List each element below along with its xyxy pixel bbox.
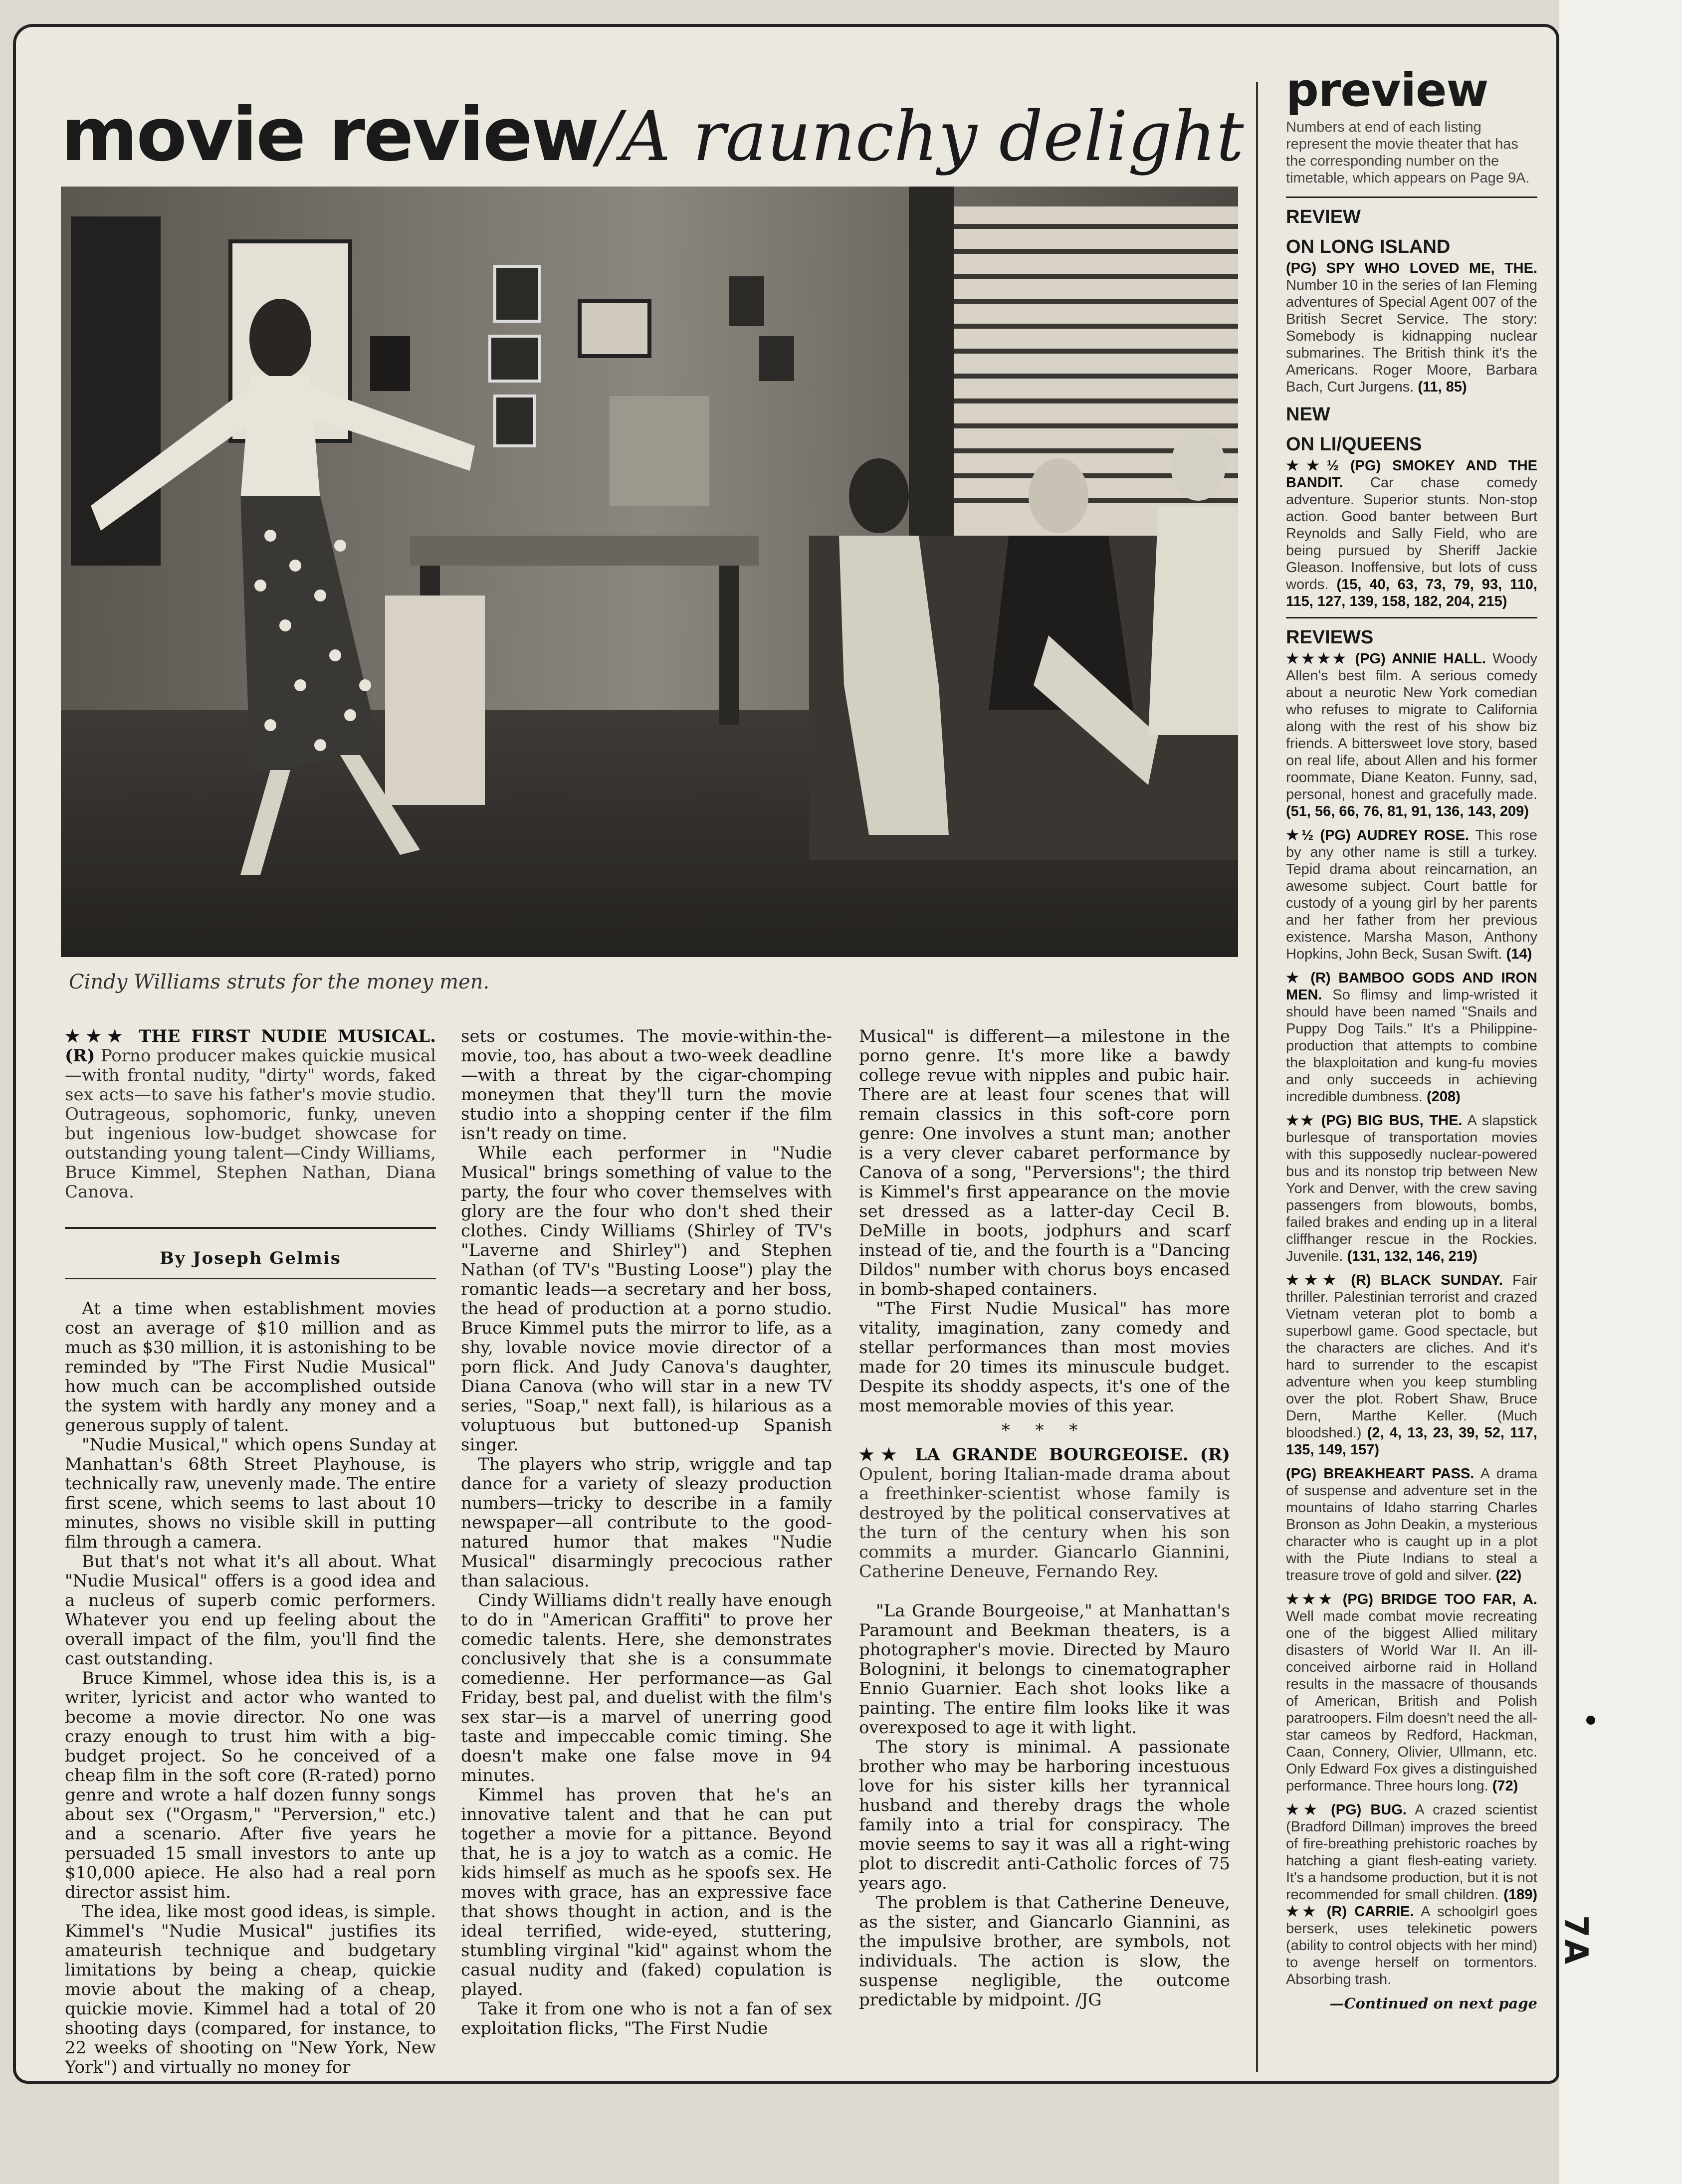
listing-theaters: (11, 85) bbox=[1418, 379, 1467, 395]
preview-listing bbox=[1286, 1801, 1537, 1988]
byline-rule-bottom bbox=[65, 1278, 436, 1279]
article-paragraph: The story is minimal. A passionate brother who may be harboring incestuous love for his sister kills her tyrannical husband and thereby drags the whole family into a trial for conspiracy. The movie seems to say it was all a right-wing plot to discredit anti-Catholic forces of 75 years ago. bbox=[859, 1737, 1230, 1893]
bullet-mark bbox=[1586, 1716, 1595, 1725]
byline-rule bbox=[65, 1227, 436, 1229]
listing-title: ★ (R) BAMBOO GODS AND IRON MEN. bbox=[1286, 970, 1537, 1003]
film-still-photo bbox=[61, 187, 1238, 957]
listing-title: ★★★★ (PG) ANNIE HALL. bbox=[1286, 651, 1486, 667]
listing-text: A crazed scientist (Bradford Dillman) improves the breed of fire-breathing prehistoric roaches by hatching a giant flesh-eating variety. It's a handsome production, but it is not recommended for small children. bbox=[1286, 1802, 1537, 1903]
listing-title: ★★ (PG) BUG. bbox=[1286, 1802, 1407, 1818]
listing-text: A schoolgirl goes berserk, uses telekinetic powers (ability to control objects with her mind) to avenge herself on tormentors. Absorbing trash. bbox=[1286, 1904, 1537, 1987]
review-capsule bbox=[65, 1027, 436, 1202]
second-review-capsule bbox=[859, 1445, 1230, 1582]
listing-theaters: (51, 56, 66, 76, 81, 91, 136, 143, 209) bbox=[1286, 803, 1529, 819]
capsule-text: Porno producer makes quickie musical—with frontal nudity, "dirty" words, faked sex acts—to save his father's movie studio. Outrageous, sophomoric, funky, uneven but ingenious low-budget showcase for outstanding young talent—Cindy Williams, Bruce Kimmel, Stephen Nathan, Diana Canova. bbox=[65, 1046, 436, 1202]
listing-title: (PG) SPY WHO LOVED ME, THE. bbox=[1286, 260, 1537, 276]
film-still-image bbox=[61, 187, 1238, 957]
listing-text: A slapstick burlesque of transportation movies with this supposedly nuclear-powered bus and its nonstop trip between New York and Denver, with the crew saving passengers from blowouts, bombs, failed brakes and ending up in a literal cliffhanger rescue in the Rockies. Juvenile. bbox=[1286, 1113, 1537, 1264]
capsule-text: Opulent, boring Italian-made drama about a freethinker-scientist whose family is destroyed by the political conservatives at the turn of the century when his son commits a murder. Giancarlo Giannini, Catherine Deneuve, Fernando Rey. bbox=[859, 1464, 1230, 1582]
capsule-title: LA GRANDE BOURGEOISE. bbox=[915, 1445, 1189, 1465]
preview-subheading: ON LONG ISLAND bbox=[1286, 236, 1451, 257]
article-column-3 bbox=[859, 1027, 1230, 2010]
listing-theaters: (131, 132, 146, 219) bbox=[1347, 1248, 1477, 1264]
preview-rule bbox=[1286, 197, 1537, 198]
article-paragraph: But that's not what it's all about. What "Nudie Musical" offers is a good idea and a nucleus of superb comic performers. Whatever you end up feeling about the overall impact of the film, you'll find the cast outstanding. bbox=[65, 1552, 436, 1669]
capsule-rating: ★★ bbox=[859, 1445, 904, 1465]
headline bbox=[61, 92, 1248, 192]
preview-listing bbox=[1286, 457, 1537, 610]
capsule-rating: ★★★ bbox=[65, 1026, 129, 1046]
preview-listing bbox=[1286, 1591, 1537, 1794]
headline-title: A raunchy delight bbox=[621, 96, 1244, 177]
main-article bbox=[51, 62, 1248, 2077]
preview-listing bbox=[1286, 260, 1537, 396]
listing-theaters: (22) bbox=[1495, 1568, 1522, 1584]
capsule-rating-code: (R) bbox=[1200, 1445, 1231, 1465]
listing-text: This rose by any other name is still a turkey. Tepid drama about reincarnation, an awesome subject. Court battle for custody of a young girl by her parents and her father from her previous existence. Marsha Mason, Anthony Hopkins, John Beck, Susan Swift. bbox=[1286, 827, 1537, 962]
article-paragraph: While each performer in "Nudie Musical" brings something of value to the party, the four who cover themselves with glory are the four who don't shed their clothes. Cindy Williams (Shirley of TV's "Laverne and Shirley") and Stephen Nathan (of TV's "Busting Loose") play the romantic leads—a secretary and her boss, the head of production at a porno studio. Bruce Kimmel puts the mirror to life, as a shy, lovable novice movie director of a porn flick. And Judy Canova's daughter, Diana Canova (who will star in a new TV series, "Soap," next fall), is hilarious as a voluptuous but buttoned-up Spanish singer. bbox=[461, 1143, 832, 1455]
article-paragraph: sets or costumes. The movie-within-the-movie, too, has about a two-week deadline—with a threat by the cigar-chomping moneymen that they'll turn the movie studio into a shopping center if the film isn't ready on time. bbox=[461, 1026, 832, 1144]
page-edge bbox=[1559, 0, 1682, 2184]
listing-text: Number 10 in the series of Ian Fleming adventures of Special Agent 007 of the British Secret Service. The story: Somebody is kidnapping nuclear submarines. The British think it's the Americans. Roger Moore, Barbara Bach, Curt Jurgens. bbox=[1286, 277, 1537, 395]
listing-theaters: (2, 4, 13, 23, 39, 52, 117, 135, 149, 157) bbox=[1286, 1425, 1537, 1458]
preview-rule bbox=[1286, 617, 1537, 618]
article-paragraph: The idea, like most good ideas, is simple. Kimmel's "Nudie Musical" justifies its amateurish technique and budgetary limitations by being a cheap, quickie movie about the making of a cheap, quickie movie. Kimmel had a total of 20 shooting days (compared, for instance, to 22 weeks of shooting on "New York, New York") and virtually no money for bbox=[65, 1902, 436, 2077]
article-paragraph: "La Grande Bourgeoise," at Manhattan's Paramount and Beekman theaters, is a photographer's movie. Directed by Mauro Bolognini, it belongs to cinematographer Ennio Guarnier. Each shot looks like a painting. The entire film looks like it was overexposed to age it with light. bbox=[859, 1601, 1230, 1738]
article-paragraph: Take it from one who is not a fan of sex exploitation flicks, "The First Nudie bbox=[461, 1999, 832, 2038]
capsule-title: THE FIRST NUDIE MUSICAL. bbox=[139, 1026, 436, 1046]
preview-intro: Numbers at end of each listing represent the movie theater that has the corresponding number on the timetable, which appears on Page 9A. bbox=[1286, 119, 1530, 186]
listing-theaters: (14) bbox=[1506, 946, 1532, 962]
article-column-1 bbox=[65, 1027, 436, 2077]
listing-text: So flimsy and limp-wristed it should have been named "Snails and Puppy Dog Tails." It's a Philippine-production that attempts to combine the blaxploitation and kung-fu movies and only succeeds in achieving incredible dumbness. bbox=[1286, 987, 1537, 1105]
listing-title: ★★½ (PG) SMOKEY AND THE BANDIT. bbox=[1286, 458, 1537, 491]
listing-text: Woody Allen's best film. A serious comedy about a neurotic New York comedian who refuses to migrate to California along with the rest of his show biz friends. A bittersweet love story, based on real life, about Allen and his former roommate, Diane Keaton. Funny, sad, personal, honest and gracefully made. bbox=[1286, 651, 1538, 802]
newspaper-page bbox=[13, 24, 1559, 2084]
preview-listing bbox=[1286, 1112, 1537, 1265]
article-paragraph: The problem is that Catherine Deneuve, as the sister, and Giancarlo Giannini, as the impulsive brother, are symbols, not individuals. The action is slow, the suspense negligible, the outcome predictable by midpoint. /JG bbox=[859, 1893, 1230, 2010]
listing-text: Car chase comedy adventure. Superior stunts. Non-stop action. Good banter between Burt Reynolds and Sally Field, who are being pursued by Sheriff Jackie Gleason. Inoffensive, but lots of cuss words. bbox=[1286, 475, 1537, 593]
article-paragraph: "Nudie Musical," which opens Sunday at Manhattan's 68th Street Playhouse, is technically raw, unevenly made. The entire first scene, which seems to last about 10 minutes, shows no visible skill in putting film through a camera. bbox=[65, 1435, 436, 1552]
article-column-2 bbox=[461, 1027, 832, 2038]
capsule-rating-code: (R) bbox=[65, 1046, 95, 1066]
article-paragraph: Cindy Williams didn't really have enough to do in "American Graffiti" to prove her comedic talents. Here, she demonstrates conclusively that she is a consummate comedienne. Her performance—as Gal Friday, best pal, and duelist with the film's sex star—is a marvel of unerring good taste and impeccable comic timing. She doesn't make one false move in 94 minutes. bbox=[461, 1590, 832, 1786]
listing-theaters: (208) bbox=[1427, 1089, 1461, 1105]
preview-listing bbox=[1286, 1465, 1537, 1584]
spacer bbox=[859, 1582, 1230, 1601]
preview-sidebar bbox=[1286, 63, 1538, 2012]
preview-heading: REVIEW bbox=[1286, 206, 1361, 227]
article-paragraph: Kimmel has proven that he's an innovative talent and that he can put together a movie for a pittance. Beyond that, he is a joy to watch as a comic. He kids himself as much as he spoofs sex. He moves with grace, has an expressive face that shows thought in action, and is the ideal terrified, wide-eyed, stuttering, stumbling virginal "kid" against whom the casual nudity and (faked) copulation is played. bbox=[461, 1785, 832, 1999]
continued-notice: —Continued on next page bbox=[1329, 1995, 1537, 2012]
preview-listing bbox=[1286, 970, 1537, 1105]
listing-theaters: (72) bbox=[1492, 1778, 1518, 1794]
article-paragraph: At a time when establishment movies cost an average of $10 million and as much as $30 million, it is astonishing to be reminded by "The First Nudie Musical" how much can be accomplished outside the system with hardly any money and a generous supply of talent. bbox=[65, 1299, 436, 1435]
preview-listing bbox=[1286, 1272, 1537, 1458]
listing-title: (PG) BREAKHEART PASS. bbox=[1286, 1466, 1474, 1482]
column-divider bbox=[1256, 82, 1258, 2072]
preview-title: preview bbox=[1286, 63, 1488, 117]
article-paragraph: The players who strip, wriggle and tap dance for a variety of sleazy production numbers—tricky to describe in a family newspaper—all contribute to the good-natured humor that makes "Nudie Musical" disarmingly precocious rather than salacious. bbox=[461, 1454, 832, 1591]
listing-theaters: (189) bbox=[1503, 1887, 1537, 1903]
headline-slash: / bbox=[598, 96, 622, 177]
listing-title: ★★ (PG) BIG BUS, THE. bbox=[1286, 1113, 1463, 1129]
section-separator: * * * bbox=[1001, 1420, 1088, 1440]
article-paragraph: "The First Nudie Musical" has more vitality, imagination, zany comedy and stellar performances than most movies made for 20 times its minuscule budget. Despite its shoddy aspects, it's one of the most memorable movies of this year. bbox=[859, 1299, 1230, 1416]
preview-heading: REVIEWS bbox=[1286, 627, 1374, 648]
listing-text: A drama of suspense and adventure set in the mountains of Idaho starring Charles Bronson as John Deakin, a mysterious character who is caught up in a plot with the Piute Indians to steal a treasure trove of gold and silver. bbox=[1286, 1466, 1537, 1584]
listing-text: Well made combat movie recreating one of the biggest Allied military disasters of World War II. An ill-conceived airborne raid in Holland results in the massacre of thousands of American, British and Polish paratroopers. Film doesn't need the all-star cameos by Redford, Hackman, Caan, Connery, Olivier, Ullmann, etc. Only Edward Fox gives a distinguished performance. Three hours long. bbox=[1286, 1608, 1537, 1794]
preview-listing bbox=[1286, 650, 1537, 820]
listing-text: Fair thriller. Palestinian terrorist and crazed Vietnam veteran plot to bomb a superbowl game. Good spectacle, but the characters are cliches. And it's hard to surrender to the escapist adventure when you keep stumbling over the plot. Robert Shaw, Bruce Dern, Marthe Keller. (Much bloodshed.) bbox=[1286, 1272, 1537, 1441]
preview-subheading: ON LI/QUEENS bbox=[1286, 434, 1422, 455]
preview-listing bbox=[1286, 827, 1537, 963]
photo-caption: Cindy Williams struts for the money men. bbox=[69, 971, 490, 993]
page-number: 7A bbox=[1557, 1915, 1594, 1967]
article-paragraph: Musical" is different—a milestone in the porno genre. It's more like a bawdy college revue with nipples and pubic hair. There are at least four scenes that will remain classics in this soft-core porn genre: One involves a stunt man; another is a very clever cabaret performance by Canova of a song, "Perversions"; the third is Kimmel's first appearance on the movie set dressed as a latter-day Cecil B. DeMille in boots, jodphurs and scarf instead of tie, and the fourth is a "Dancing Dildos" number with chorus boys encased in bomb-shaped containers. bbox=[859, 1026, 1230, 1299]
headline-section: movie review bbox=[61, 92, 598, 178]
listing-theaters: (15, 40, 63, 73, 79, 93, 110, 115, 127, 139, 158, 182, 204, 215) bbox=[1286, 577, 1537, 609]
byline: By Joseph Gelmis bbox=[160, 1248, 341, 1268]
listing-title: ★½ (PG) AUDREY ROSE. bbox=[1286, 827, 1470, 843]
listing-title: ★★★ (PG) BRIDGE TOO FAR, A. bbox=[1286, 1591, 1537, 1607]
article-paragraph: Bruce Kimmel, whose idea this is, is a writer, lyricist and actor who wanted to become a movie director. No one was crazy enough to trust him with a big-budget project. So he conceived of a cheap film in the soft core (R-rated) porno genre and wrote a half dozen funny songs about sex ("Orgasm," "Perversion," etc.) and a scenario. After five years he persuaded 15 small investors to ante up $10,000 apiece. He also had a real porn director assist him. bbox=[65, 1668, 436, 1902]
preview-heading: NEW bbox=[1286, 404, 1330, 425]
listing-title: ★★★ (R) BLACK SUNDAY. bbox=[1286, 1272, 1503, 1288]
listing-title: ★★ (R) CARRIE. bbox=[1286, 1904, 1414, 1920]
